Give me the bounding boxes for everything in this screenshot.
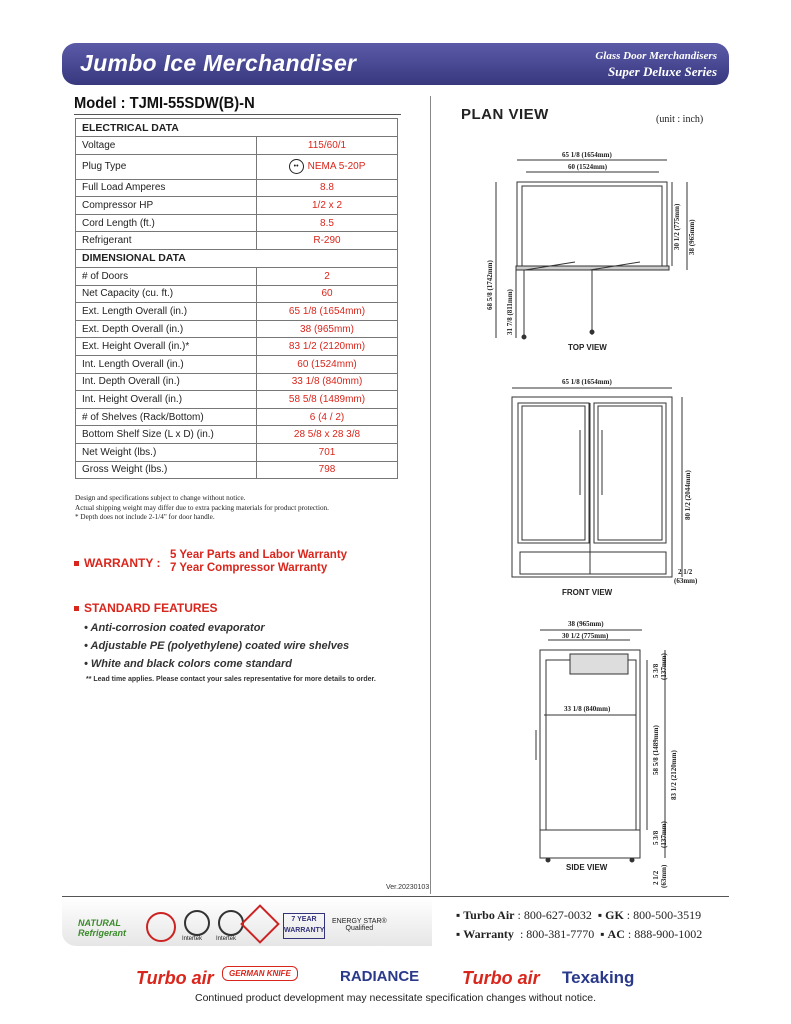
dim-side-base-mm: (63mm) bbox=[660, 864, 668, 888]
warranty-text bbox=[170, 549, 347, 575]
row-value: 38 (965mm) bbox=[257, 320, 398, 338]
row-label: Plug Type bbox=[76, 154, 257, 179]
version-label: Ver.20230103 bbox=[386, 884, 430, 891]
row-value: 33 1/8 (840mm) bbox=[257, 373, 398, 391]
bullet-icon bbox=[74, 561, 79, 566]
brand-logo-turbo-air: Turbo air bbox=[136, 968, 214, 988]
energy-star-text: ENERGY STAR® bbox=[332, 918, 387, 925]
plug-icon: •• bbox=[289, 159, 304, 174]
row-value: 8.8 bbox=[257, 179, 398, 197]
intertek-label-2: Intertek bbox=[216, 936, 237, 942]
contact-phone: 888-900-1002 bbox=[634, 927, 703, 941]
row-value: 6 (4 / 2) bbox=[257, 408, 398, 426]
dim-top-gap: 5 3/8 bbox=[652, 663, 660, 678]
contact-phone: 800-500-3519 bbox=[633, 908, 702, 922]
contact-name: GK bbox=[605, 908, 624, 922]
unit-label: (unit : inch) bbox=[656, 114, 704, 125]
dimensional-heading: DIMENSIONAL DATA bbox=[76, 249, 398, 267]
row-label: Gross Weight (lbs.) bbox=[76, 461, 257, 479]
table-row bbox=[76, 154, 398, 179]
row-value: 701 bbox=[257, 443, 398, 461]
contact-row-1: ▪ Turbo Air : 800-627-0032 ▪ GK : 800-500-3519 bbox=[456, 908, 702, 922]
table-row bbox=[76, 320, 398, 338]
dim-bot-gap: 5 3/8 bbox=[652, 830, 660, 845]
contact-phone: 800-381-7770 bbox=[526, 927, 595, 941]
row-label: Ext. Length Overall (in.) bbox=[76, 303, 257, 321]
contact-row-2: ▪ Warranty : 800-381-7770 ▪ AC : 888-900-1002 bbox=[456, 927, 703, 941]
table-row bbox=[76, 214, 398, 232]
dim-int-depth: 30 1/2 (775mm) bbox=[673, 203, 681, 250]
contact-name: AC bbox=[607, 927, 625, 941]
qualified-text: Qualified bbox=[345, 925, 374, 932]
table-row bbox=[76, 338, 398, 356]
row-label: Voltage bbox=[76, 137, 257, 155]
table-row bbox=[76, 303, 398, 321]
table-row bbox=[76, 179, 398, 197]
warranty-word: WARRANTY bbox=[284, 927, 325, 934]
table-row bbox=[76, 355, 398, 373]
row-value bbox=[257, 154, 398, 179]
row-label: Net Weight (lbs.) bbox=[76, 443, 257, 461]
side-view-label: SIDE VIEW bbox=[566, 863, 608, 872]
table-row bbox=[76, 267, 398, 285]
row-label: Int. Depth Overall (in.) bbox=[76, 373, 257, 391]
warranty-line-2: 7 Year Compressor Warranty bbox=[170, 562, 328, 574]
features-heading bbox=[74, 601, 218, 615]
dim-base-mm: (63mm) bbox=[674, 577, 698, 585]
table-row bbox=[76, 443, 398, 461]
warranty-heading bbox=[74, 556, 160, 570]
dim-side-inner: 33 1/8 (840mm) bbox=[564, 705, 611, 713]
row-label: Refrigerant bbox=[76, 232, 257, 250]
contact-name: Turbo Air bbox=[463, 908, 515, 922]
dim-side-base: 2 1/2 bbox=[652, 870, 660, 885]
side-view-drawing bbox=[536, 630, 665, 862]
row-label: Full Load Amperes bbox=[76, 179, 257, 197]
seven-year-label: 7 YEAR bbox=[291, 916, 317, 923]
row-value: 2 bbox=[257, 267, 398, 285]
features-label: STANDARD FEATURES bbox=[84, 601, 218, 615]
row-label: Net Capacity (cu. ft.) bbox=[76, 285, 257, 303]
energy-star-label bbox=[332, 918, 387, 932]
front-view-label: FRONT VIEW bbox=[562, 588, 613, 597]
brand-logo-radiance: RADIANCE bbox=[340, 968, 420, 985]
row-label: Ext. Depth Overall (in.) bbox=[76, 320, 257, 338]
dim-side-depth: 38 (965mm) bbox=[568, 620, 604, 628]
dim-door-open: 68 5/8 (1742mm) bbox=[486, 260, 494, 310]
row-value: 1/2 x 2 bbox=[257, 197, 398, 215]
dim-int-height: 58 5/8 (1489mm) bbox=[652, 725, 660, 775]
table-row bbox=[76, 408, 398, 426]
table-row bbox=[76, 391, 398, 409]
row-label: Bottom Shelf Size (L x D) (in.) bbox=[76, 426, 257, 444]
plan-view-title: PLAN VIEW bbox=[461, 106, 549, 123]
row-label: Int. Height Overall (in.) bbox=[76, 391, 257, 409]
spec-notes bbox=[75, 494, 329, 523]
warranty-label: WARRANTY : bbox=[84, 556, 161, 570]
row-value: 65 1/8 (1654mm) bbox=[257, 303, 398, 321]
dim-int-length: 60 (1524mm) bbox=[568, 163, 608, 171]
model-number: Model : TJMI-55SDW(B)-N bbox=[74, 95, 255, 112]
row-value: 8.5 bbox=[257, 214, 398, 232]
top-view-label: TOP VIEW bbox=[568, 343, 607, 352]
plan-drawings bbox=[440, 140, 740, 890]
feature-item: • White and black colors come standard bbox=[84, 658, 293, 670]
dim-side-int: 30 1/2 (775mm) bbox=[562, 632, 609, 640]
dim-base: 2 1/2 bbox=[678, 568, 693, 576]
feature-item: • Adjustable PE (polyethylene) coated wire shelves bbox=[84, 640, 350, 652]
model-underline bbox=[74, 114, 401, 115]
dim-door: 31 7/8 (811mm) bbox=[506, 289, 514, 335]
note-line: * Depth does not include 2-1/4" for door handle. bbox=[75, 513, 215, 522]
front-view-drawing bbox=[512, 388, 682, 577]
natural-label: NATURAL bbox=[78, 918, 121, 928]
bullet-icon bbox=[74, 606, 79, 611]
column-divider bbox=[430, 96, 431, 894]
footer-disclaimer: Continued product development may necessitate specification changes without notice. bbox=[195, 992, 596, 1004]
natural-refrigerant-logo bbox=[78, 918, 126, 938]
spec-logo-icon bbox=[146, 912, 176, 942]
dim-front-height: 80 1/2 (2044mm) bbox=[684, 470, 692, 520]
top-view-drawing bbox=[496, 160, 687, 339]
table-row bbox=[76, 285, 398, 303]
dim-ext-height: 83 1/2 (2120mm) bbox=[670, 750, 678, 800]
feature-item: • Anti-corrosion coated evaporator bbox=[84, 622, 265, 634]
table-row bbox=[76, 373, 398, 391]
brand-logo-german-knife: GERMAN KNIFE bbox=[222, 966, 298, 981]
dim-bot-gap-mm: (137mm) bbox=[660, 821, 668, 848]
note-line: Actual shipping weight may differ due to extra packing materials for product protection. bbox=[75, 503, 329, 512]
dim-front-length: 65 1/8 (1654mm) bbox=[562, 378, 612, 386]
warranty-line-1: 5 Year Parts and Labor Warranty bbox=[170, 549, 348, 561]
row-label: # of Shelves (Rack/Bottom) bbox=[76, 408, 257, 426]
row-label: Ext. Height Overall (in.)* bbox=[76, 338, 257, 356]
header-subtitle-1: Glass Door Merchandisers bbox=[595, 50, 717, 62]
brand-logo-texaking: Texaking bbox=[562, 968, 635, 987]
row-value: 83 1/2 (2120mm) bbox=[257, 338, 398, 356]
refrigerant-label: Refrigerant bbox=[78, 928, 127, 938]
table-row bbox=[76, 137, 398, 155]
dim-top-gap-mm: (137mm) bbox=[660, 653, 668, 680]
seven-year-warranty-badge bbox=[283, 913, 325, 939]
table-row bbox=[76, 426, 398, 444]
row-value: 60 bbox=[257, 285, 398, 303]
page-title: Jumbo Ice Merchandiser bbox=[80, 50, 357, 76]
lead-time-note: ** Lead time applies. Please contact your sales representative for more details to order. bbox=[86, 676, 376, 683]
dim-ext-length: 65 1/8 (1654mm) bbox=[562, 151, 612, 159]
etl-logo-icon bbox=[184, 910, 210, 936]
plug-type-value: NEMA 5-20P bbox=[307, 161, 366, 173]
table-row bbox=[76, 232, 398, 250]
contact-phone: 800-627-0032 bbox=[523, 908, 592, 922]
row-value: 28 5/8 x 28 3/8 bbox=[257, 426, 398, 444]
brand-logo-turbo-air-2: Turbo air bbox=[462, 968, 540, 988]
note-line: Design and specifications subject to change without notice. bbox=[75, 494, 246, 502]
table-row bbox=[76, 197, 398, 215]
spec-table bbox=[75, 118, 398, 479]
table-row bbox=[76, 461, 398, 479]
dim-depth: 38 (965mm) bbox=[688, 219, 696, 255]
row-value: 798 bbox=[257, 461, 398, 479]
contact-name: Warranty bbox=[463, 927, 514, 941]
row-value: 60 (1524mm) bbox=[257, 355, 398, 373]
electrical-heading: ELECTRICAL DATA bbox=[76, 119, 398, 137]
row-label: # of Doors bbox=[76, 267, 257, 285]
row-value: 58 5/8 (1489mm) bbox=[257, 391, 398, 409]
intertek-label-1: Intertek bbox=[182, 936, 203, 942]
header-subtitle-2: Super Deluxe Series bbox=[607, 64, 717, 79]
row-label: Compressor HP bbox=[76, 197, 257, 215]
row-label: Int. Length Overall (in.) bbox=[76, 355, 257, 373]
row-value: R-290 bbox=[257, 232, 398, 250]
row-label: Cord Length (ft.) bbox=[76, 214, 257, 232]
row-value: 115/60/1 bbox=[257, 137, 398, 155]
